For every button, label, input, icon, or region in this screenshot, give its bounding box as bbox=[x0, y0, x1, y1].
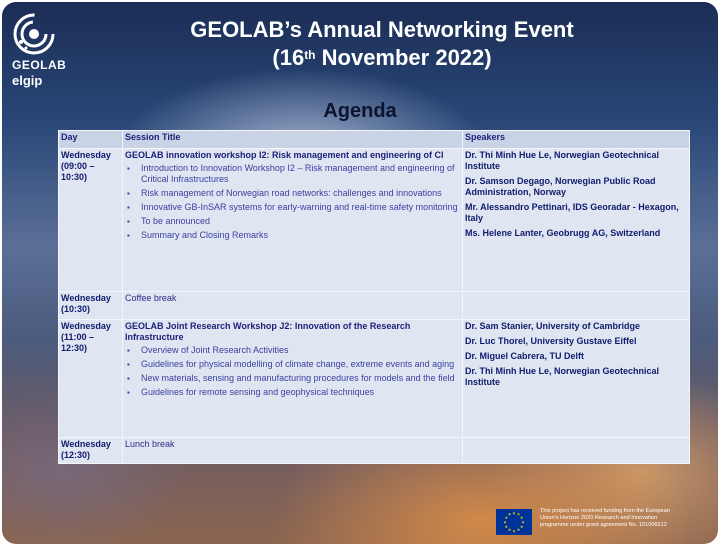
day-cell bbox=[59, 149, 123, 292]
list-item: ▪ Risk management of Norwegian road networks: challenges and innovations bbox=[141, 188, 460, 199]
day-label: Wednesday bbox=[61, 321, 111, 331]
session-items bbox=[125, 345, 460, 398]
speaker: Dr. Samson Degago, Norwegian Public Road Administration, Norway bbox=[465, 176, 656, 197]
session-title: GEOLAB Joint Research Workshop J2: Innovation of the Research Infrastructure bbox=[125, 321, 411, 342]
speakers-cell bbox=[463, 292, 690, 320]
geolab-logo bbox=[12, 12, 68, 88]
day-label: Wednesday bbox=[61, 439, 111, 449]
session-title: GEOLAB innovation workshop I2: Risk management and engineering of CI bbox=[125, 150, 444, 160]
eu-flag bbox=[496, 509, 532, 535]
agenda-table bbox=[58, 130, 690, 464]
svg-text:★: ★ bbox=[503, 519, 507, 525]
table-row bbox=[59, 438, 690, 464]
list-item: ▪ Overview of Joint Research Activities bbox=[141, 345, 460, 356]
svg-text:★: ★ bbox=[507, 527, 512, 533]
speaker: Dr. Luc Thorel, University Gustave Eiffel bbox=[465, 336, 637, 346]
session-items bbox=[125, 163, 460, 241]
header-speakers: Speakers bbox=[463, 131, 690, 149]
event-date-suffix: November 2022) bbox=[315, 45, 492, 70]
header-day: Day bbox=[59, 131, 123, 149]
day-label: Wednesday bbox=[61, 293, 111, 303]
day-cell bbox=[59, 320, 123, 438]
day-cell bbox=[59, 292, 123, 320]
day-time: (10:30) bbox=[61, 304, 91, 314]
funding-line: Union's Horizon 2020 Research and Innovation bbox=[540, 515, 658, 521]
speaker: Dr. Sam Stanier, University of Cambridge bbox=[465, 321, 641, 331]
geolab-logo-icon bbox=[12, 12, 56, 56]
event-date-prefix: (16 bbox=[272, 45, 305, 70]
table-row bbox=[59, 149, 690, 292]
day-cell bbox=[59, 438, 123, 464]
brand-secondary: elgip bbox=[12, 73, 43, 88]
break-label: Lunch break bbox=[125, 439, 175, 449]
header-session: Session Title bbox=[123, 131, 463, 149]
speakers-cell bbox=[463, 438, 690, 464]
list-item: ▪ Summary and Closing Remarks bbox=[141, 230, 460, 241]
svg-text:★: ★ bbox=[516, 527, 521, 533]
svg-text:★: ★ bbox=[504, 514, 509, 520]
event-date-sup: th bbox=[304, 48, 316, 62]
day-time: (09:00 – bbox=[61, 161, 95, 171]
list-item: ▪ Innovative GB-InSAR systems for early-warning and real-time safety monitoring bbox=[141, 202, 460, 213]
slide bbox=[2, 2, 718, 544]
svg-text:★: ★ bbox=[519, 523, 524, 529]
list-item: ▪ To be announced bbox=[141, 216, 460, 227]
event-date bbox=[122, 44, 642, 71]
funding-line: This project has received funding from the European bbox=[540, 508, 670, 514]
svg-text:★: ★ bbox=[516, 511, 521, 517]
agenda-heading: Agenda bbox=[323, 100, 397, 122]
svg-text:★: ★ bbox=[521, 519, 525, 525]
speaker: Dr. Thi Minh Hue Le, Norwegian Geotechnical Institute bbox=[465, 366, 660, 387]
day-label: Wednesday bbox=[61, 150, 111, 160]
svg-text:★: ★ bbox=[519, 514, 524, 520]
day-time: 12:30) bbox=[61, 343, 88, 353]
speaker: Dr. Thi Minh Hue Le, Norwegian Geotechnical Institute bbox=[465, 150, 660, 171]
session-cell bbox=[123, 292, 463, 320]
svg-text:★: ★ bbox=[504, 523, 509, 529]
speakers-cell bbox=[463, 320, 690, 438]
speaker: Ms. Helene Lanter, Geobrugg AG, Switzerland bbox=[465, 228, 661, 238]
list-item: ▪ New materials, sensing and manufacturing procedures for models and the field bbox=[141, 373, 460, 384]
day-time: (12:30) bbox=[61, 450, 91, 460]
speaker: Dr. Miguel Cabrera, TU Delft bbox=[465, 351, 585, 361]
day-time: (11:00 – bbox=[61, 332, 95, 342]
eu-stars-icon bbox=[496, 509, 532, 535]
funding-notice bbox=[540, 508, 716, 529]
speakers-cell bbox=[463, 149, 690, 292]
list-item: ▪ Guidelines for remote sensing and geophysical techniques bbox=[141, 387, 460, 398]
svg-text:★: ★ bbox=[507, 511, 512, 517]
event-title: GEOLAB’s Annual Networking Event bbox=[190, 17, 574, 42]
session-cell bbox=[123, 320, 463, 438]
break-label: Coffee break bbox=[125, 293, 177, 303]
table-header-row bbox=[59, 131, 690, 149]
speaker: Mr. Alessandro Pettinari, IDS Georadar - Hexagon, Italy bbox=[465, 202, 679, 223]
table-row bbox=[59, 320, 690, 438]
table-row bbox=[59, 292, 690, 320]
day-time: 10:30) bbox=[61, 172, 88, 182]
brand-primary: GEOLAB bbox=[12, 58, 67, 72]
list-item: ▪ Guidelines for physical modelling of climate change, extreme events and aging bbox=[141, 359, 460, 370]
session-cell bbox=[123, 438, 463, 464]
funding-line: programme under grant agreement No. 101006512 bbox=[540, 522, 667, 528]
svg-text:★: ★ bbox=[512, 510, 516, 516]
list-item: ▪ Introduction to Innovation Workshop I2 – Risk management and engineering of Critical Infrastructures bbox=[141, 163, 460, 185]
svg-text:★: ★ bbox=[512, 528, 516, 534]
session-cell bbox=[123, 149, 463, 292]
